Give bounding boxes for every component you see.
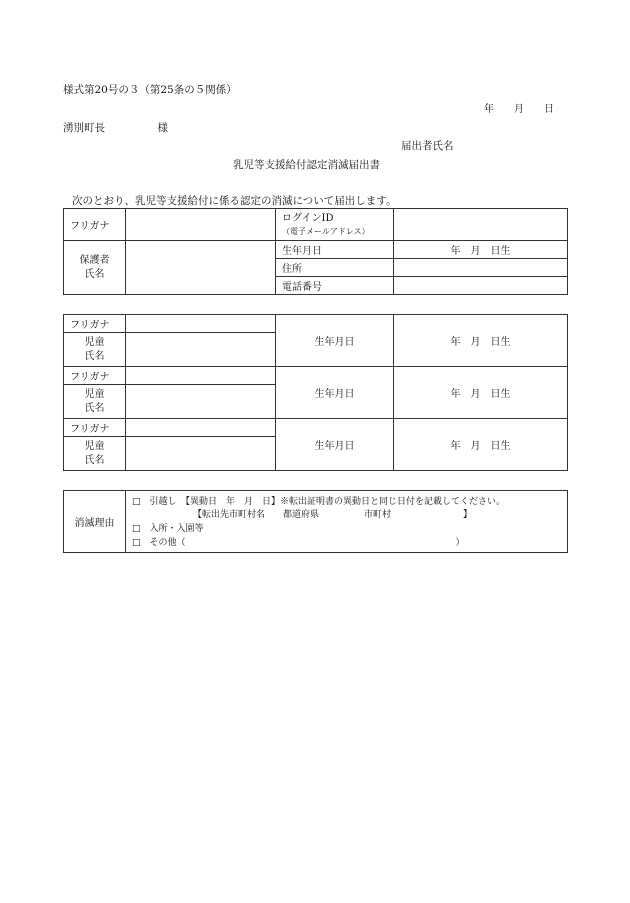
- guardian-address-label: 住所: [276, 259, 394, 277]
- form-number: 様式第20号の３（第25条の５関係）: [63, 84, 237, 96]
- reason-options-cell: [126, 491, 568, 553]
- child-name-label-1: 児童: [84, 336, 105, 348]
- reason-table: [63, 490, 568, 553]
- guardian-furigana-field[interactable]: [126, 209, 276, 241]
- guardian-address-field[interactable]: [394, 259, 568, 277]
- reason-other-option[interactable]: □ その他（ ）: [132, 538, 465, 548]
- date-line: 年 月 日: [484, 104, 554, 115]
- login-id-label: ログインID: [282, 212, 334, 224]
- child-name-label-cell: [64, 333, 126, 367]
- intro-text: 次のとおり、乳児等支援給付に係る認定の消滅について届出します。: [72, 195, 397, 207]
- child-birth-label: 生年月日: [276, 315, 394, 367]
- child-name-field[interactable]: [126, 437, 276, 471]
- child-name-label-cell: [64, 385, 126, 419]
- addressee: 湧別町長 様: [63, 122, 168, 134]
- child-name-label-2: 氏名: [84, 454, 105, 466]
- guardian-name-field[interactable]: [126, 241, 276, 295]
- child-name-label-2: 氏名: [84, 402, 105, 414]
- child-furigana-field[interactable]: [126, 367, 276, 385]
- child-name-field[interactable]: [126, 333, 276, 367]
- child-furigana-field[interactable]: [126, 419, 276, 437]
- guardian-furigana-label: フリガナ: [64, 209, 126, 241]
- reason-admission-option[interactable]: □ 入所・入園等: [132, 524, 204, 534]
- reason-move-option[interactable]: □ 引越し 【異動日 年 月 日】※転出証明書の異動日と同じ日付を記載してください。: [132, 497, 506, 507]
- child-furigana-field[interactable]: [126, 315, 276, 333]
- guardian-table: [63, 208, 568, 295]
- child-name-label-1: 児童: [84, 388, 105, 400]
- child-name-label-1: 児童: [84, 440, 105, 452]
- child-birth-label: 生年月日: [276, 367, 394, 419]
- child-name-field[interactable]: [126, 385, 276, 419]
- login-id-field[interactable]: [394, 209, 568, 241]
- reason-destination-line: 【転出先市町村名 都道府県 市町村 】: [193, 510, 473, 520]
- child-birth-value: 年 月 日生: [394, 419, 568, 471]
- child-birth-label: 生年月日: [276, 419, 394, 471]
- guardian-name-label-cell: [64, 241, 126, 295]
- guardian-birth-label: 生年月日: [276, 241, 394, 259]
- child-furigana-label: フリガナ: [64, 419, 126, 437]
- reason-label: 消滅理由: [64, 491, 126, 553]
- child-furigana-label: フリガナ: [64, 367, 126, 385]
- child-name-label-cell: [64, 437, 126, 471]
- page-title: 乳児等支援給付認定消滅届出書: [233, 159, 380, 171]
- child-furigana-label: フリガナ: [64, 315, 126, 333]
- guardian-phone-label: 電話番号: [276, 277, 394, 295]
- login-id-cell: [276, 209, 394, 241]
- child-name-label-2: 氏名: [84, 350, 105, 362]
- guardian-birth-value: 年 月 日生: [394, 241, 568, 259]
- email-note: （電子メールアドレス）: [282, 226, 370, 236]
- applicant-label: 届出者氏名: [401, 140, 454, 152]
- guardian-phone-field[interactable]: [394, 277, 568, 295]
- child-birth-value: 年 月 日生: [394, 367, 568, 419]
- guardian-name-label-1: 保護者: [79, 254, 110, 266]
- child-birth-value: 年 月 日生: [394, 315, 568, 367]
- children-table: [63, 314, 568, 471]
- guardian-name-label-2: 氏名: [84, 268, 105, 280]
